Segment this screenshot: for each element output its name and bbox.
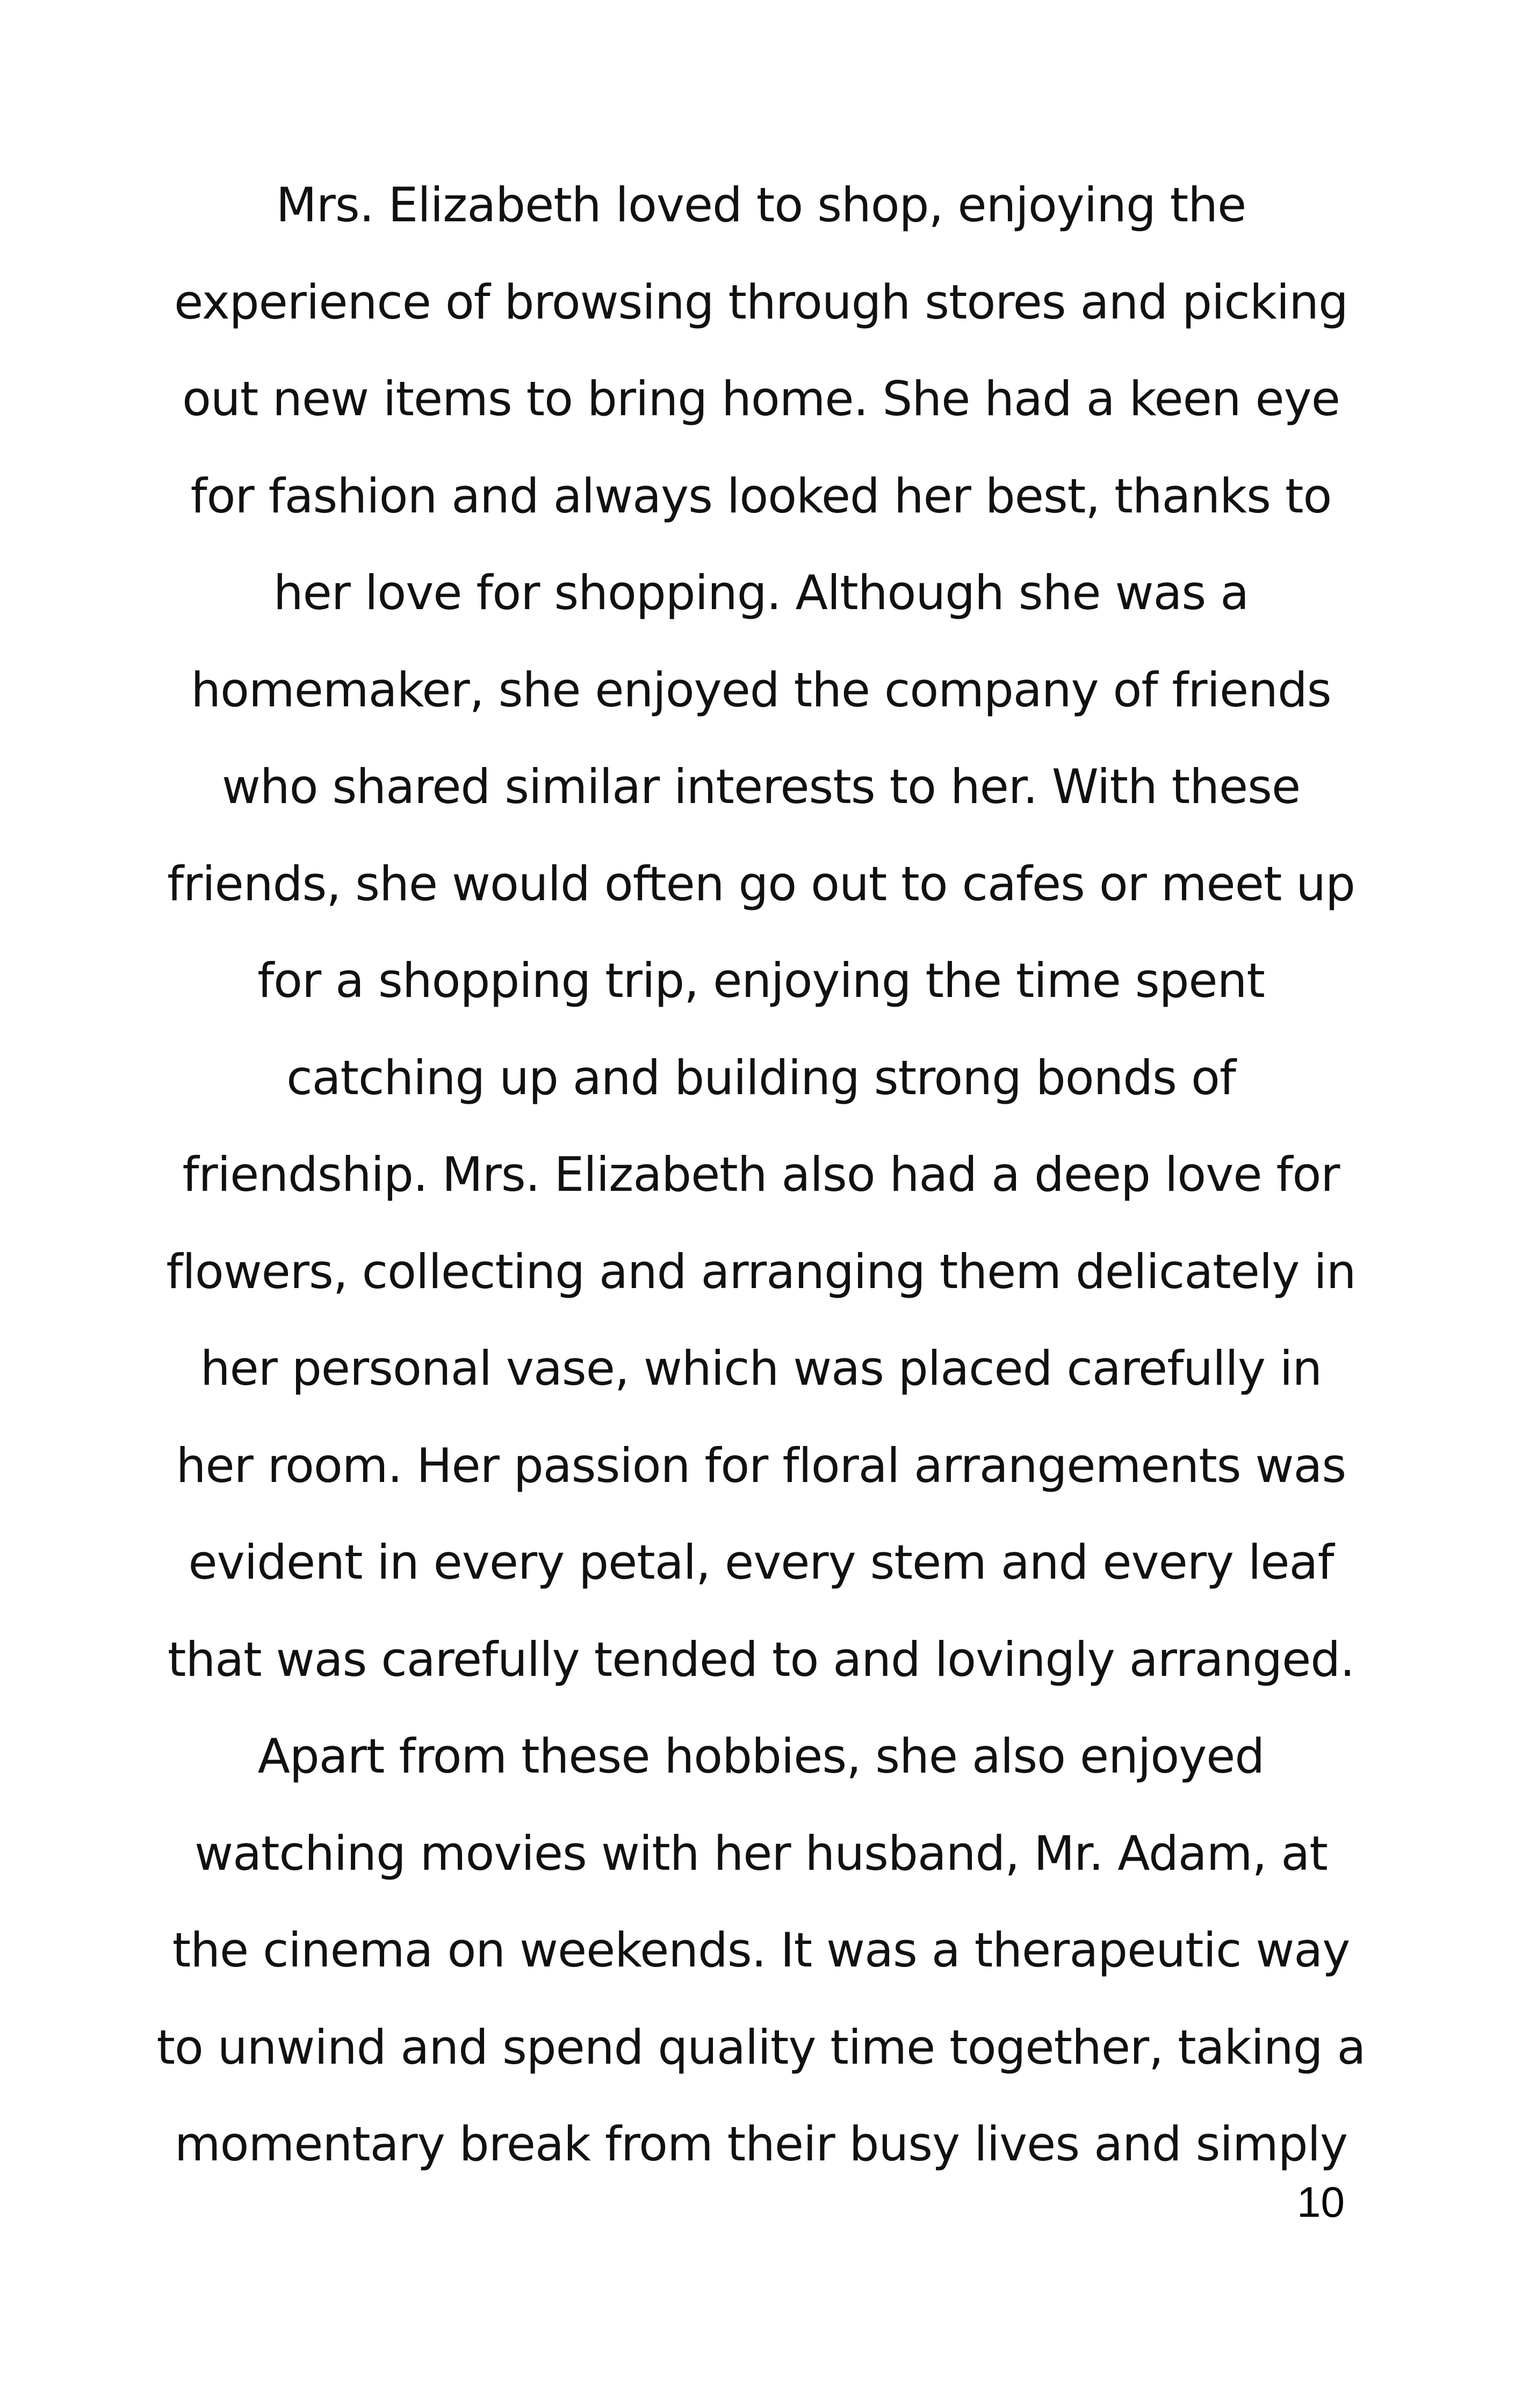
text-line: who shared similar interests to her. With these — [221, 759, 1301, 814]
text-line: her personal vase, which was placed carefully in — [200, 1341, 1322, 1396]
text-line: that was carefully tended to and lovingly arranged. — [167, 1631, 1355, 1687]
text-line: her room. Her passion for floral arrangements was — [176, 1437, 1346, 1493]
page-number: 10 — [1297, 2178, 1345, 2226]
text-line: flowers, collecting and arranging them delicately in — [166, 1243, 1356, 1299]
text-line: momentary break from their busy lives and simply — [174, 2116, 1348, 2172]
text-line: for a shopping trip, enjoying the time spent — [257, 953, 1265, 1008]
text-line: to unwind and spend quality time together, taking a — [156, 2019, 1366, 2075]
text-line: the cinema on weekends. It was a therapeutic way — [172, 1922, 1350, 1978]
text-line: experience of browsing through stores and picking — [174, 274, 1348, 330]
text-line: Apart from these hobbies, she also enjoyed — [257, 1729, 1265, 1784]
text-line: friendship. Mrs. Elizabeth also had a deep love for — [182, 1147, 1340, 1202]
text-line: out new items to bring home. She had a keen eye — [182, 371, 1340, 426]
text-line: watching movies with her husband, Mr. Adam, at — [194, 1825, 1328, 1881]
text-line: her love for shopping. Although she was a — [273, 565, 1249, 620]
text-line: homemaker, she enjoyed the company of friends — [191, 662, 1331, 718]
text-line: Mrs. Elizabeth loved to shop, enjoying the — [276, 177, 1246, 233]
text-line: for fashion and always looked her best, thanks to — [190, 468, 1332, 524]
text-line: catching up and building strong bonds of — [286, 1050, 1236, 1105]
text-line: evident in every petal, every stem and every leaf — [188, 1535, 1334, 1590]
body-text — [107, 157, 1415, 2193]
text-line: friends, she would often go out to cafes or meet up — [167, 856, 1355, 912]
